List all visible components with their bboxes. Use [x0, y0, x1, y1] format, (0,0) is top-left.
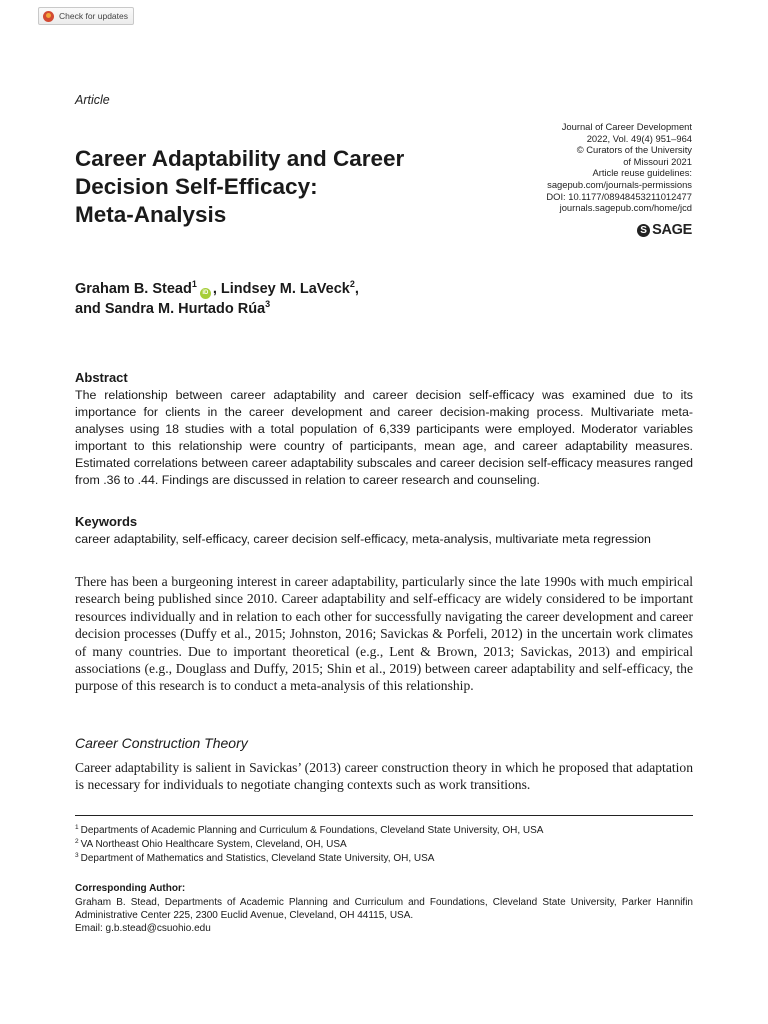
- publisher-logo: [637, 222, 692, 238]
- title-line-3: Meta-Analysis: [75, 202, 227, 227]
- reuse-guidelines-label: Article reuse guidelines:: [592, 167, 692, 179]
- footnote-1: [75, 825, 543, 837]
- author-3-name: Sandra M. Hurtado Rúa: [104, 301, 266, 317]
- check-for-updates-button[interactable]: [38, 7, 134, 25]
- author-2-name: Lindsey M. LaVeck: [220, 281, 350, 297]
- author-2-affiliation: 2: [349, 279, 355, 289]
- footnote-3: [75, 853, 434, 865]
- copyright-line-1: © Curators of the University: [576, 144, 692, 156]
- update-icon: [43, 11, 54, 22]
- author-separator: ,: [354, 281, 359, 297]
- doi-link[interactable]: DOI: 10.1177/08948453211012477: [546, 190, 692, 202]
- footnote-text: VA Northeast Ohio Healthcare System, Cleveland, OH, USA: [80, 839, 347, 850]
- section-paragraph: Career adaptability is salient in Savickas’ (2013) career construction theory in which he proposed that adaptation is necessary for individuals to negotiate changing contexts such as work transitions.: [75, 760, 693, 793]
- author-conjunction: and: [75, 301, 105, 317]
- intro-paragraph: There has been a burgeoning interest in career adaptability, particularly since the late 1990s with much empirical research being published since 2010. Career adaptability and self-efficacy are widely considered to be important resources individually and in relation to each other for successfully navigating the career development and career decision processes (Duffy et al., 2015; Johnston, 2016; Savickas & Porfeli, 2012) in the uncertain work climates of many countries. Due to important theoretical (e.g., Lent & Brown, 2013; Savickas, 2013) and empirical associations (e.g., Douglass and Duffy, 2015; Shin et al., 2019) between career adaptability and self-efficacy, the purpose of this research is to conduct a meta-analysis of this relationship.: [75, 574, 693, 694]
- corresponding-author-details: [75, 896, 693, 935]
- footnote-number: 2: [75, 838, 79, 845]
- author-3-affiliation: 3: [265, 299, 271, 309]
- keywords-heading: Keywords: [75, 514, 138, 529]
- footnote-2: [75, 839, 347, 851]
- corresponding-author-address: Graham B. Stead, Departments of Academic Planning and Curriculum and Foundations, Cleveland State University, Parker Hannifin Administrative Center 225, 2300 Euclid Avenue, Cleveland, OH 44115, USA.: [75, 897, 693, 921]
- corresponding-author-heading: Corresponding Author:: [75, 883, 186, 894]
- footnote-number: 1: [75, 824, 79, 831]
- permissions-link[interactable]: sagepub.com/journals-permissions: [547, 178, 692, 190]
- author-separator: ,: [212, 281, 221, 297]
- author-1-affiliation: 1: [191, 279, 197, 289]
- keywords-text: career adaptability, self-efficacy, career decision self-efficacy, meta-analysis, multivariate meta regression: [75, 532, 651, 546]
- publisher-name: SAGE: [652, 222, 692, 238]
- footnote-number: 3: [75, 852, 79, 859]
- section-heading: Career Construction Theory: [75, 735, 248, 751]
- title-line-1: Career Adaptability and Career: [75, 146, 405, 171]
- abstract-text: The relationship between career adaptability and career decision self-efficacy was examined due to its importance for clients in the career development and career decision-making process. Multivariate meta-analyses using 18 studies with a total population of 6,339 participants were employed. Moderator variables important to this relationship were country of participants, mean age, and career adaptability measures. Estimated correlations between career adaptability subscales and career decision self-efficacy measures ranged from .36 to .44. Findings are discussed in relation to career research and counseling.: [75, 388, 693, 487]
- footnote-text: Departments of Academic Planning and Curriculum & Foundations, Cleveland State University, OH, USA: [80, 825, 544, 836]
- orcid-icon[interactable]: iD: [200, 288, 211, 299]
- corresponding-author-email[interactable]: Email: g.b.stead@csuohio.edu: [75, 923, 211, 934]
- sage-logo-icon: S: [637, 224, 650, 237]
- title-line-2: Decision Self-Efficacy:: [75, 174, 318, 199]
- journal-name: Journal of Career Development: [561, 121, 692, 132]
- journal-homepage-link[interactable]: journals.sagepub.com/home/jcd: [559, 202, 692, 214]
- journal-volume: 2022, Vol. 49(4) 951–964: [586, 132, 692, 144]
- check-for-updates-label: Check for updates: [59, 11, 128, 21]
- abstract-heading: Abstract: [75, 370, 128, 385]
- article-type-label: Article: [75, 93, 110, 107]
- footnote-divider: [75, 815, 693, 816]
- journal-info: [472, 121, 692, 214]
- footnote-text: Department of Mathematics and Statistics, Cleveland State University, OH, USA: [80, 853, 435, 864]
- copyright-line-2: of Missouri 2021: [623, 155, 692, 167]
- author-list: [75, 279, 359, 319]
- article-title: [75, 145, 505, 229]
- author-1-name: Graham B. Stead: [75, 281, 192, 297]
